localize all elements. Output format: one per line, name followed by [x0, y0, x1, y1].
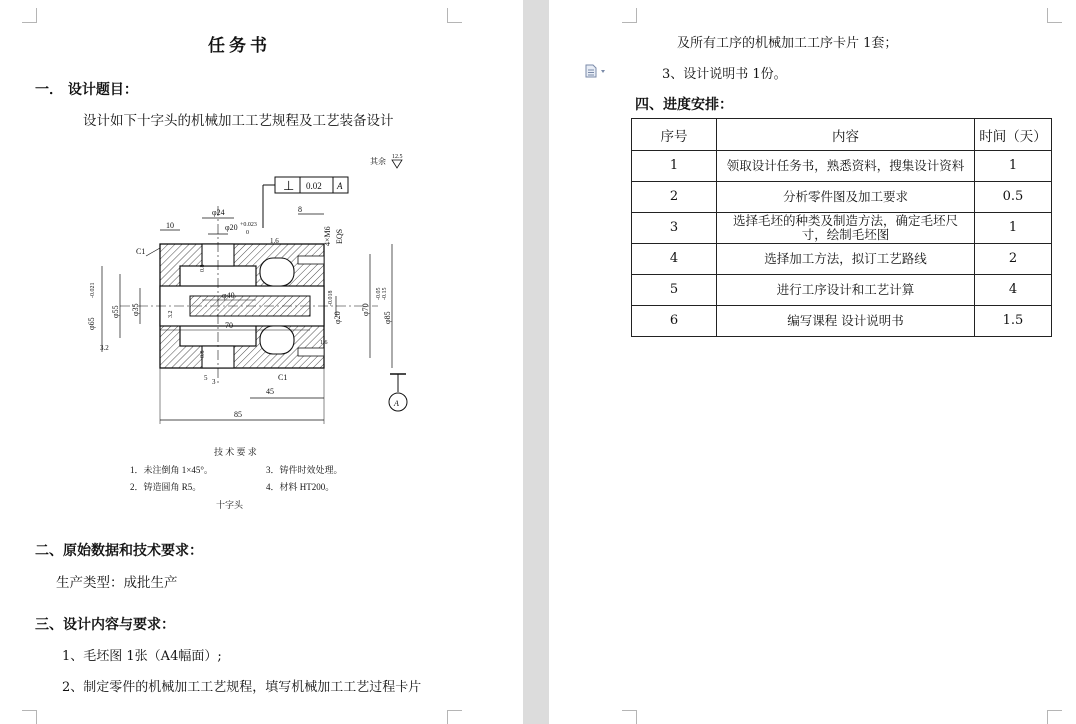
- row-no: 3: [632, 213, 717, 244]
- row-content: 领取设计任务书，熟悉资料，搜集设计资料: [717, 151, 975, 182]
- dim-phi65: φ65: [87, 317, 96, 330]
- roughness-value: 12.5: [392, 154, 403, 160]
- dim-eqs: EQS: [335, 228, 344, 244]
- table-row: [632, 306, 1052, 337]
- dim-phi70: φ70: [361, 303, 370, 316]
- drawing-caption: 十字头: [216, 500, 244, 510]
- dim-phi55: φ55: [111, 305, 120, 318]
- crop-mark-bottom-right: [447, 710, 462, 724]
- part-drawing: [80, 148, 420, 516]
- row-content: 进行工序设计和工艺计算: [717, 275, 975, 306]
- row-no: 1: [632, 151, 717, 182]
- dim-70: 70: [225, 321, 233, 330]
- document-icon[interactable]: [585, 63, 607, 82]
- dropdown-arrow-icon: [601, 70, 605, 73]
- col-header-content: 内容: [717, 119, 975, 151]
- roughness-1-6-right: 1.6: [320, 340, 328, 346]
- section3-item2: 2、制定零件的机械加工工艺规程，填写机械加工工艺过程卡片: [62, 680, 422, 695]
- row-days: 4: [975, 275, 1052, 306]
- dim-phi85-tol2: -0.15: [382, 287, 388, 300]
- table-row: [632, 275, 1052, 306]
- section2-text: 生产类型：成批生产: [56, 575, 178, 591]
- right-page: [549, 0, 1076, 724]
- table-row: [632, 151, 1052, 182]
- tech-req-line2a: 2．铸造圆角 R5。: [130, 482, 202, 492]
- dim-phi85-tol1: -0.05: [376, 287, 382, 300]
- dim-phi24: φ24: [212, 208, 225, 217]
- dim-3: 3: [212, 378, 216, 386]
- row-no: 2: [632, 182, 717, 213]
- crop-mark-top-right: [1047, 8, 1062, 23]
- tech-req-line2b: 4．材料 HT200。: [266, 482, 335, 492]
- perpendicularity-symbol: ⊥: [283, 178, 295, 193]
- row-no: 4: [632, 244, 717, 275]
- crop-mark-top-right: [447, 8, 462, 23]
- table-row: [632, 213, 1052, 244]
- left-page: [0, 0, 523, 724]
- crop-mark-bottom-left: [622, 710, 637, 724]
- row-content: 选择加工方法，拟订工艺路线: [717, 244, 975, 275]
- col-header-days: 时间（天）: [975, 119, 1052, 151]
- dim-5: 5: [204, 374, 208, 382]
- dim-phi85: φ85: [383, 311, 392, 324]
- dim-10: 10: [166, 221, 174, 230]
- row-days: 1: [975, 151, 1052, 182]
- dim-phi20-tol0: 0: [246, 230, 249, 236]
- tech-req-line1a: 1．未注倒角 1×45°。: [130, 465, 213, 475]
- dim-thread: 4×M6: [323, 226, 332, 246]
- section2-heading: 二、原始数据和技术要求：: [35, 543, 203, 559]
- dim-phi40: φ40: [222, 291, 235, 300]
- row-no: 5: [632, 275, 717, 306]
- roughness-3-2: 3.2: [100, 344, 109, 352]
- roughness-symbol-icon: [392, 160, 402, 168]
- tolerance-value: 0.02: [306, 181, 322, 191]
- row-content: 选择毛坯的种类及制造方法，确定毛坯尺寸，绘制毛坯图: [717, 213, 975, 244]
- roughness-3-2-inner: 3.2: [168, 310, 174, 318]
- roughness-note: 其余: [370, 157, 386, 166]
- dim-8: 8: [298, 205, 302, 214]
- dim-85: 85: [234, 410, 242, 419]
- dim-phi65-tol: -0.021: [90, 282, 96, 298]
- chamfer-c1-top: C1: [136, 247, 146, 256]
- section4-heading: 四、进度安排：: [635, 97, 733, 113]
- schedule-table: [631, 118, 1052, 337]
- crop-mark-bottom-left: [22, 710, 37, 724]
- col-header-no: 序号: [632, 119, 717, 151]
- page-title: 任务书: [208, 36, 271, 56]
- row-content: 分析零件图及加工要求: [717, 182, 975, 213]
- datum-label: A: [394, 399, 399, 408]
- crop-mark-top-left: [622, 8, 637, 23]
- row-days: 2: [975, 244, 1052, 275]
- dim-phi20-right: φ20: [333, 311, 342, 324]
- table-row: [632, 244, 1052, 275]
- section3-heading: 三、设计内容与要求：: [35, 617, 175, 633]
- row-no: 6: [632, 306, 717, 337]
- tech-req-heading: 技 术 要 求: [214, 447, 257, 457]
- continued-line: 及所有工序的机械加工工序卡片 1套；: [677, 36, 898, 51]
- crop-mark-bottom-right: [1047, 710, 1062, 724]
- crop-mark-top-left: [22, 8, 37, 23]
- tech-req-line1b: 3．铸件时效处理。: [266, 465, 343, 475]
- dim-45: 45: [266, 387, 274, 396]
- dim-phi20-tol: +0.023: [240, 222, 257, 228]
- table-row: [632, 182, 1052, 213]
- dim-phi35: φ35: [131, 303, 140, 316]
- row-days: 1: [975, 213, 1052, 244]
- row-days: 0.5: [975, 182, 1052, 213]
- tolerance-datum: A: [337, 181, 343, 191]
- dim-1-6: 1.6: [270, 237, 279, 245]
- section1-heading: 一． 设计题目：: [35, 82, 138, 98]
- table-header-row: [632, 119, 1052, 151]
- section3-item3: 3、设计说明书 1份。: [662, 67, 787, 82]
- roughness-0-8-bottom: 0.8: [200, 350, 206, 358]
- dim-phi20-top: φ20: [225, 223, 238, 232]
- tolerance-frame: [263, 177, 348, 228]
- roughness-0-8-top: 0.8: [200, 264, 206, 272]
- page-gutter: [523, 0, 549, 724]
- chamfer-c1-bottom: C1: [278, 373, 288, 382]
- row-content: 编写课程 设计说明书: [717, 306, 975, 337]
- dim-phi20-right-tol: -0.018: [328, 290, 334, 306]
- section3-item1: 1、毛坯图 1张（A4幅面）;: [62, 649, 222, 664]
- row-days: 1.5: [975, 306, 1052, 337]
- section1-text: 设计如下十字头的机械加工工艺规程及工艺装备设计: [83, 113, 394, 129]
